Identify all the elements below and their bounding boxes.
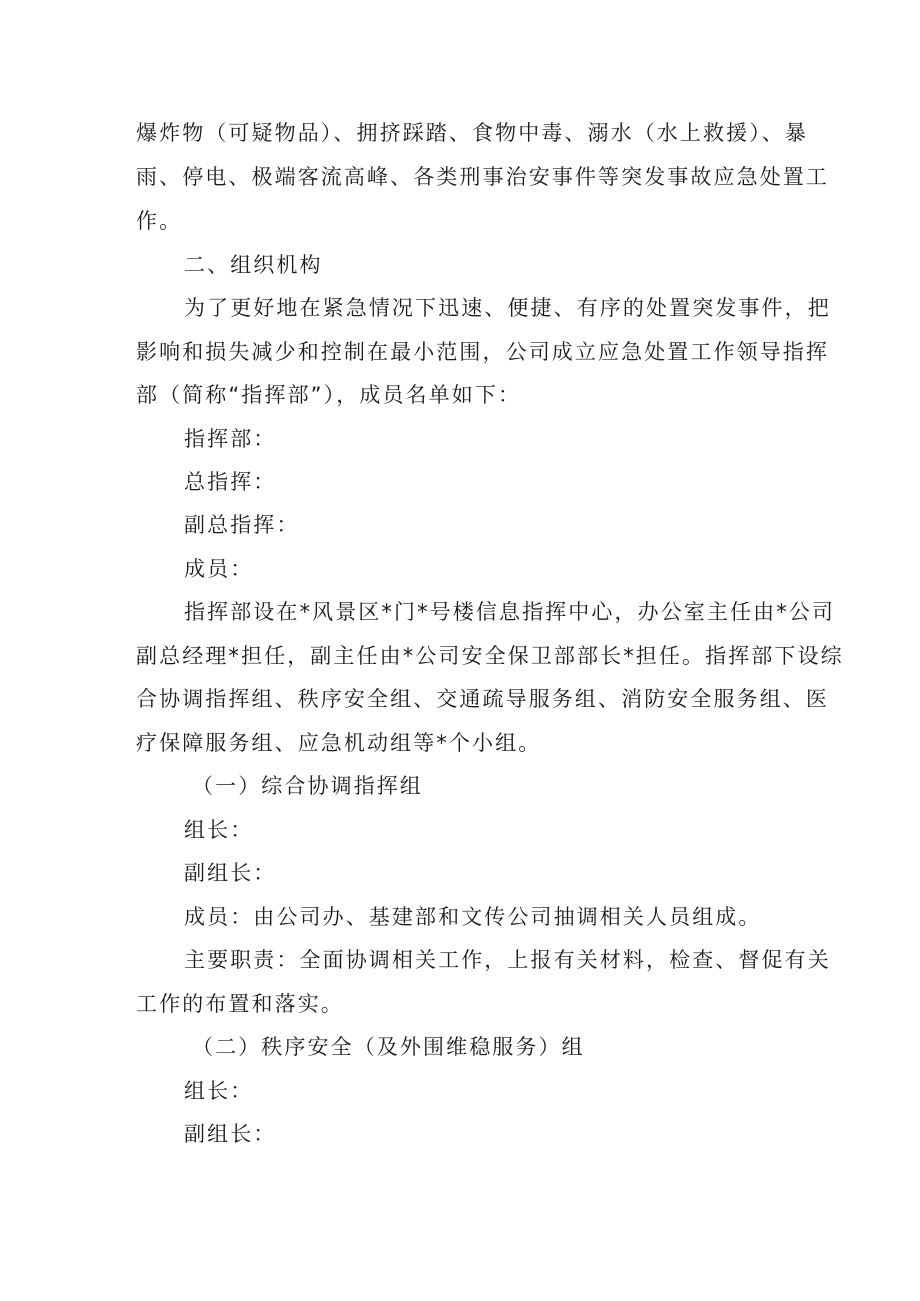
body-line: 成员：由公司办、基建部和文传公司抽调相关人员组成。 bbox=[184, 905, 762, 929]
body-line: 为了更好地在紧急情况下迅速、便捷、有序的处置突发事件，把 bbox=[184, 296, 831, 320]
body-line: 作。 bbox=[136, 209, 183, 233]
field-label: 组长： bbox=[184, 818, 254, 842]
body-line: 工作的布置和落实。 bbox=[136, 992, 344, 1016]
body-line: 指挥部设在*风景区*门*号楼信息指挥中心，办公室主任由*公司 bbox=[184, 600, 835, 624]
body-line: 合协调指挥组、秩序安全组、交通疏导服务组、消防安全服务组、医 bbox=[136, 687, 829, 711]
field-label: 组长： bbox=[184, 1079, 254, 1103]
body-line: 主要职责：全面协调相关工作，上报有关材料，检查、督促有关 bbox=[184, 948, 831, 972]
field-label: 副总指挥： bbox=[184, 513, 300, 537]
field-label: 副组长： bbox=[184, 1122, 277, 1146]
body-line: 雨、停电、极端客流高峰、各类刑事治安事件等突发事故应急处置工 bbox=[136, 165, 829, 189]
body-line: 疗保障服务组、应急机动组等*个小组。 bbox=[136, 731, 542, 755]
field-label: 副组长： bbox=[184, 861, 277, 885]
body-line: 副总经理*担任，副主任由*公司安全保卫部部长*担任。指挥部下设综 bbox=[136, 644, 844, 668]
field-label: 成员： bbox=[184, 557, 254, 581]
body-line: 部（简称“指挥部”），成员名单如下： bbox=[136, 383, 522, 407]
section-heading: 二、组织机构 bbox=[184, 253, 323, 277]
body-line: 影响和损失减少和控制在最小范围，公司成立应急处置工作领导指挥 bbox=[136, 340, 829, 364]
subsection-heading: （二）秩序安全（及外围维稳服务）组 bbox=[192, 1035, 585, 1059]
subsection-heading: （一）综合协调指挥组 bbox=[192, 774, 423, 798]
field-label: 总指挥： bbox=[184, 470, 277, 494]
body-line: 爆炸物（可疑物品）、拥挤踩踏、食物中毒、溺水（水上救援）、暴 bbox=[136, 121, 808, 145]
field-label: 指挥部： bbox=[184, 427, 277, 451]
